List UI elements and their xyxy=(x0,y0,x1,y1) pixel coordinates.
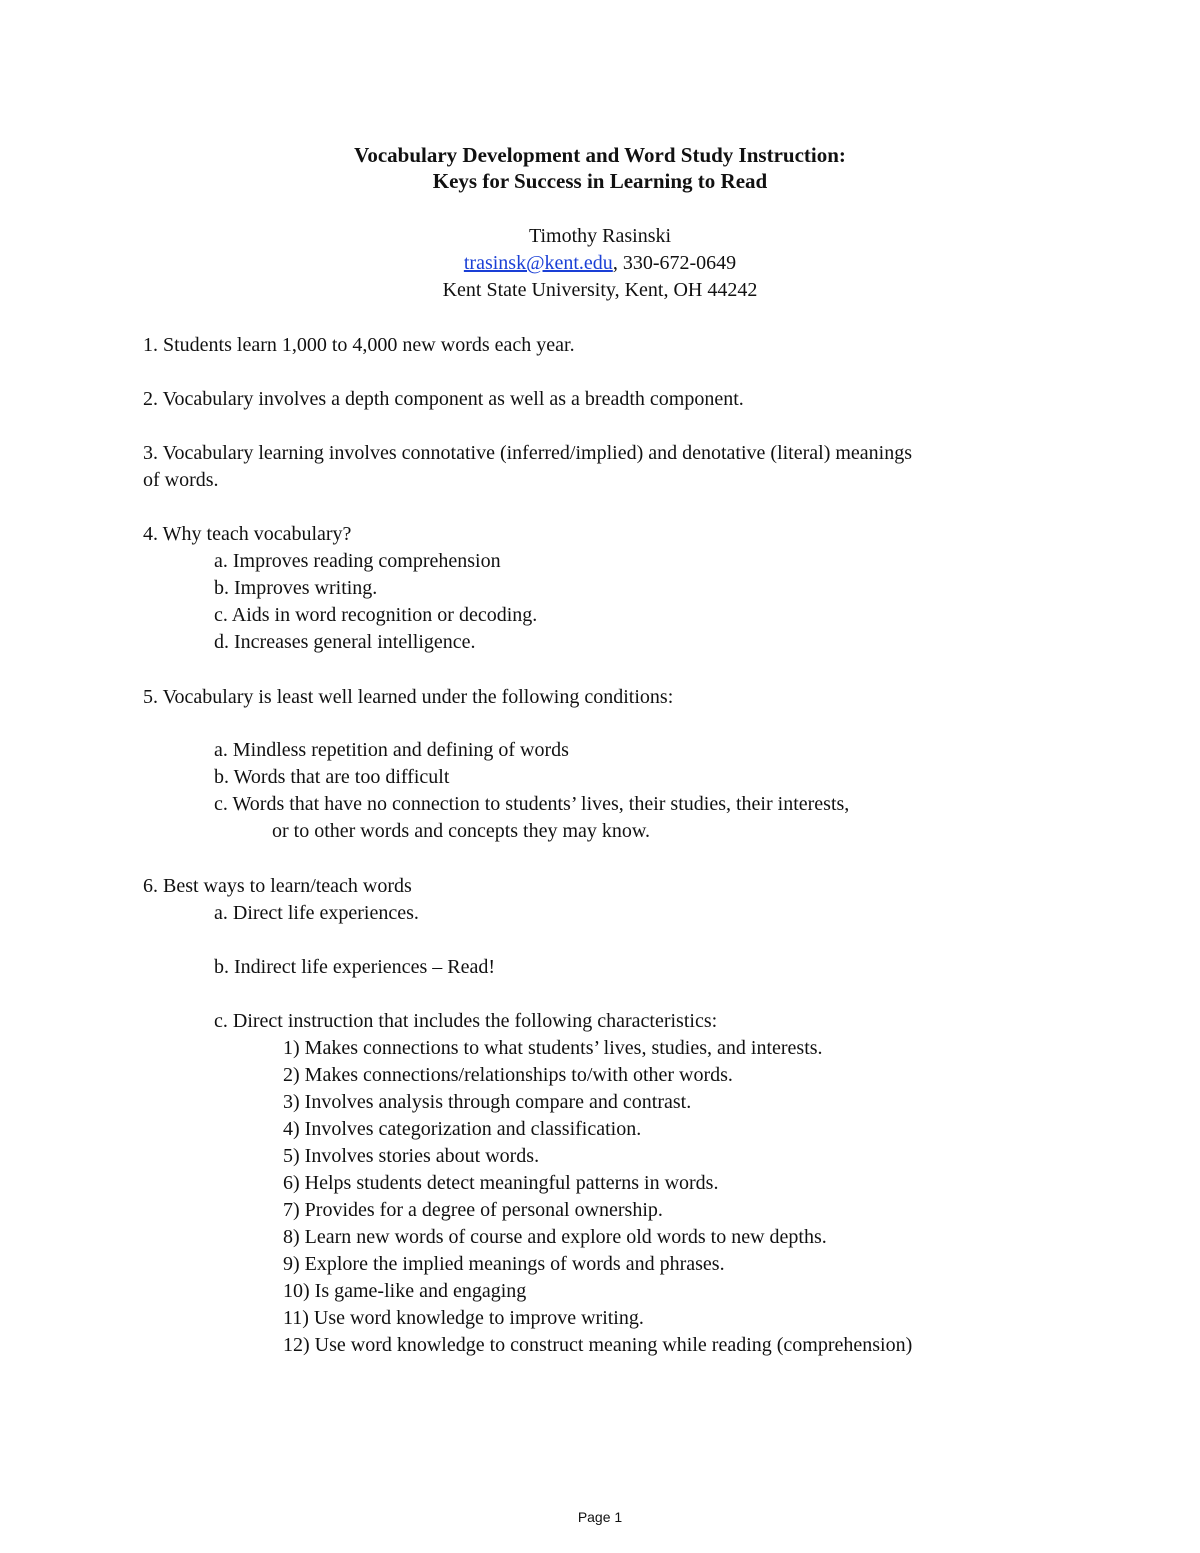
point-3-line2: of words. xyxy=(143,469,219,491)
point-4-item-a: a. Improves reading comprehension xyxy=(214,550,501,572)
characteristic-item: 8) Learn new words of course and explore old words to new depths. xyxy=(283,1226,827,1248)
characteristic-item: 6) Helps students detect meaningful patterns in words. xyxy=(283,1172,719,1194)
phone-number: , 330-672-0649 xyxy=(612,252,737,274)
characteristic-item: 1) Makes connections to what students’ lives, studies, and interests. xyxy=(283,1037,823,1059)
characteristic-item: 9) Explore the implied meanings of words and phrases. xyxy=(283,1253,725,1275)
point-5-item-c-line2: or to other words and concepts they may know. xyxy=(272,820,651,842)
contact-line xyxy=(0,250,1200,276)
point-4-item-b: b. Improves writing. xyxy=(214,577,378,599)
characteristic-item: 11) Use word knowledge to improve writing. xyxy=(283,1307,644,1329)
point-4-item-d: d. Increases general intelligence. xyxy=(214,631,476,653)
point-6-label: 6. Best ways to learn/teach words xyxy=(143,875,412,897)
point-6-item-b: b. Indirect life experiences – Read! xyxy=(214,956,495,978)
email-link[interactable]: trasinsk@kent.edu xyxy=(463,252,613,274)
point-3-line1: 3. Vocabulary learning involves connotative (inferred/implied) and denotative (literal) meanings xyxy=(143,442,913,464)
characteristic-item: 12) Use word knowledge to construct meaning while reading (comprehension) xyxy=(283,1334,913,1356)
characteristic-item: 7) Provides for a degree of personal ownership. xyxy=(283,1199,663,1221)
point-1: 1. Students learn 1,000 to 4,000 new words each year. xyxy=(143,334,575,356)
point-4-item-c: c. Aids in word recognition or decoding. xyxy=(214,604,538,626)
point-5-item-a: a. Mindless repetition and defining of words xyxy=(214,739,569,761)
point-4-label: 4. Why teach vocabulary? xyxy=(143,523,352,545)
point-2: 2. Vocabulary involves a depth component as well as a breadth component. xyxy=(143,388,744,410)
point-6-item-a: a. Direct life experiences. xyxy=(214,902,419,924)
characteristic-item: 2) Makes connections/relationships to/with other words. xyxy=(283,1064,733,1086)
page-number: Page 1 xyxy=(577,1509,623,1525)
point-5-item-c-line1: c. Words that have no connection to students’ lives, their studies, their interests, xyxy=(214,793,850,815)
affiliation: Kent State University, Kent, OH 44242 xyxy=(442,279,758,301)
characteristic-item: 10) Is game-like and engaging xyxy=(283,1280,527,1302)
characteristic-item: 4) Involves categorization and classification. xyxy=(283,1118,642,1140)
document-title-line1: Vocabulary Development and Word Study Instruction: xyxy=(354,143,846,167)
point-5-label: 5. Vocabulary is least well learned under the following conditions: xyxy=(143,686,674,708)
characteristic-item: 3) Involves analysis through compare and contrast. xyxy=(283,1091,692,1113)
point-5-item-b: b. Words that are too difficult xyxy=(214,766,450,788)
document-title-line2: Keys for Success in Learning to Read xyxy=(432,169,768,193)
author-name: Timothy Rasinski xyxy=(528,225,672,247)
characteristic-item: 5) Involves stories about words. xyxy=(283,1145,540,1167)
point-6-item-c: c. Direct instruction that includes the following characteristics: xyxy=(214,1010,718,1032)
